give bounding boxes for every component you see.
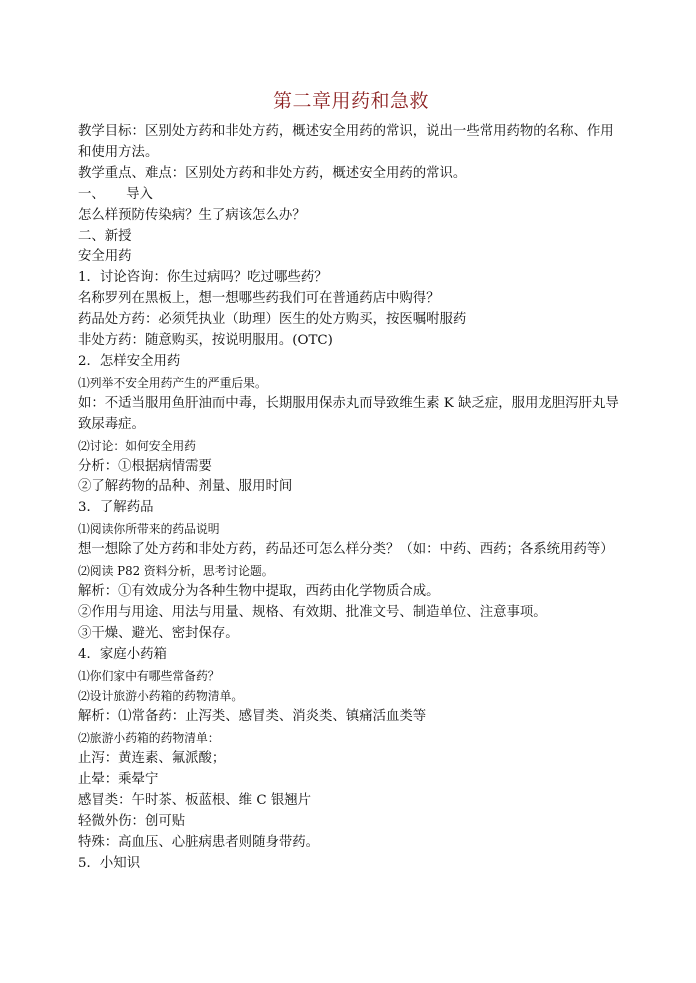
document-body	[78, 122, 624, 875]
text-line: 止晕：乘晕宁	[78, 772, 159, 788]
text-line: 轻微外伤：创可贴	[78, 813, 186, 829]
text-line: 感冒类：午时茶、板蓝根、维 C 银翘片	[78, 793, 312, 808]
text-line: ⑵阅读 P82 资料分析，思考讨论题。	[78, 564, 274, 579]
text-line: 5．小知识	[78, 855, 141, 871]
text-line: 安全用药	[78, 249, 132, 265]
text-line: 想一想除了处方药和非处方药，药品还可怎么样分类？（如：中药、西药；各系统用药等）	[78, 542, 614, 558]
text-line: 一、 导入	[78, 186, 153, 202]
text-line: 特殊：高血压、心脏病患者则随身带药。	[78, 834, 320, 850]
text-line: 2．怎样安全用药	[78, 353, 181, 369]
text-line: ⑵设计旅游小药箱的药物清单。	[78, 689, 244, 704]
text-line: 解析：⑴常备药：止泻类、感冒类、消炎类、镇痛活血类等	[78, 709, 427, 725]
text-line: 分析：①根据病情需要	[78, 458, 212, 474]
text-line: ⑵旅游小药箱的药物清单：	[78, 731, 220, 746]
text-line: 教学重点、难点：区别处方药和非处方药，概述安全用药的常识。	[78, 165, 467, 181]
text-line: 止泻：黄连素、氟派酸；	[78, 751, 226, 767]
text-line: ⑴你们家中有哪些常备药？	[78, 668, 220, 683]
text-line: ②了解药物的品种、剂量、服用时间	[78, 479, 293, 495]
text-line: ②作用与用途、用法与用量、规格、有效期、批准文号、制造单位、注意事项。	[78, 604, 547, 620]
text-line: 教学目标：区别处方药和非处方药，概述安全用药的常识，说出一些常用药物的名称、作用和使用方法。	[78, 124, 614, 160]
text-line: 二、新授	[78, 228, 132, 244]
text-line: 1．讨论咨询：你生过病吗？吃过哪些药？	[78, 270, 328, 286]
text-line: 药品处方药：必须凭执业（助理）医生的处方购买，按医嘱咐服药	[78, 312, 467, 328]
text-line: ⑵讨论：如何安全用药	[78, 438, 196, 453]
text-line: ③干燥、避光、密封保存。	[78, 625, 239, 641]
text-line: 如：不适当服用鱼肝油而中毒，长期服用保赤丸而导致维生素 K 缺乏症，服用龙胆泻肝丸导致尿毒症。	[78, 395, 619, 432]
text-line: 名称罗列在黑板上，想一想哪些药我们可在普通药店中购得？	[78, 291, 440, 307]
text-line: 非处方药：随意购买，按说明服用。(OTC)	[78, 333, 333, 349]
text-line: 3．了解药品	[78, 500, 154, 516]
text-line: ⑴列举不安全用药产生的严重后果。	[78, 375, 267, 390]
text-line: 4．家庭小药箱	[78, 646, 167, 662]
text-line: 解析：①有效成分为各种生物中提取，西药由化学物质合成。	[78, 583, 440, 599]
text-line: 怎么样预防传染病？生了病该怎么办？	[78, 207, 306, 223]
page-title: 第二章用药和急救	[272, 90, 429, 112]
text-line: ⑴阅读你所带来的药品说明	[78, 522, 220, 537]
